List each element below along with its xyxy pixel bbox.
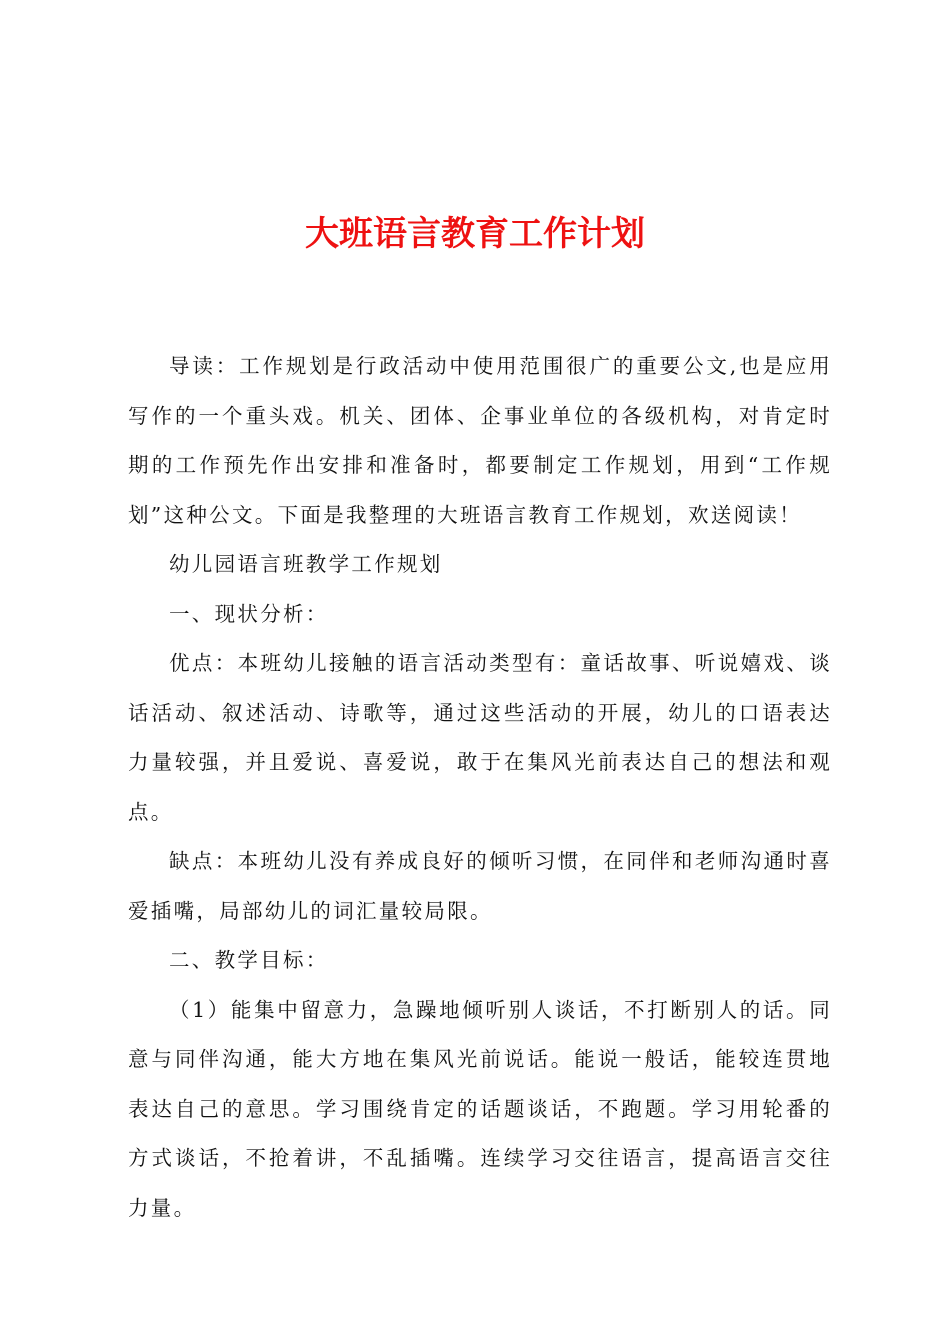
section-heading-goals: 二、教学目标： — [169, 948, 329, 972]
section-subtitle: 幼儿园语言班教学工作规划 — [169, 552, 443, 576]
document-body — [128, 342, 832, 1233]
intro-paragraph: 导读：工作规划是行政活动中使用范围很广的重要公文,也是应用写作的一个重头戏。机关、团体、企事业单位的各级机构，对肯定时期的工作预先作出安排和准备时，都要制定工作规划，用到“工作规划”这种公文。下面是我整理的大班语言教育工作规划，欢送阅读！ — [128, 354, 832, 527]
goal-1-paragraph: （1）能集中留意力，急躁地倾听别人谈话，不打断别人的话。同意与同伴沟通，能大方地在集风光前说话。能说一般话，能较连贯地表达自己的意思。学习围绕肯定的话题谈话，不跑题。学习用轮番的方式谈话，不抢着讲，不乱插嘴。连续学习交往语言，提高语言交往力量。 — [128, 997, 832, 1220]
section-heading-status: 一、现状分析： — [169, 601, 329, 626]
strengths-paragraph: 优点：本班幼儿接触的语言活动类型有：童话故事、听说嬉戏、谈话活动、叙述活动、诗歌等，通过这些活动的开展，幼儿的口语表达力量较强，并且爱说、喜爱说，敢于在集风光前表达自己的想法和观点。 — [128, 651, 832, 824]
weaknesses-paragraph: 缺点：本班幼儿没有养成良好的倾听习惯，在同伴和老师沟通时喜爱插嘴，局部幼儿的词汇量较局限。 — [128, 849, 832, 923]
document-title: 大班语言教育工作计划 — [305, 214, 645, 254]
